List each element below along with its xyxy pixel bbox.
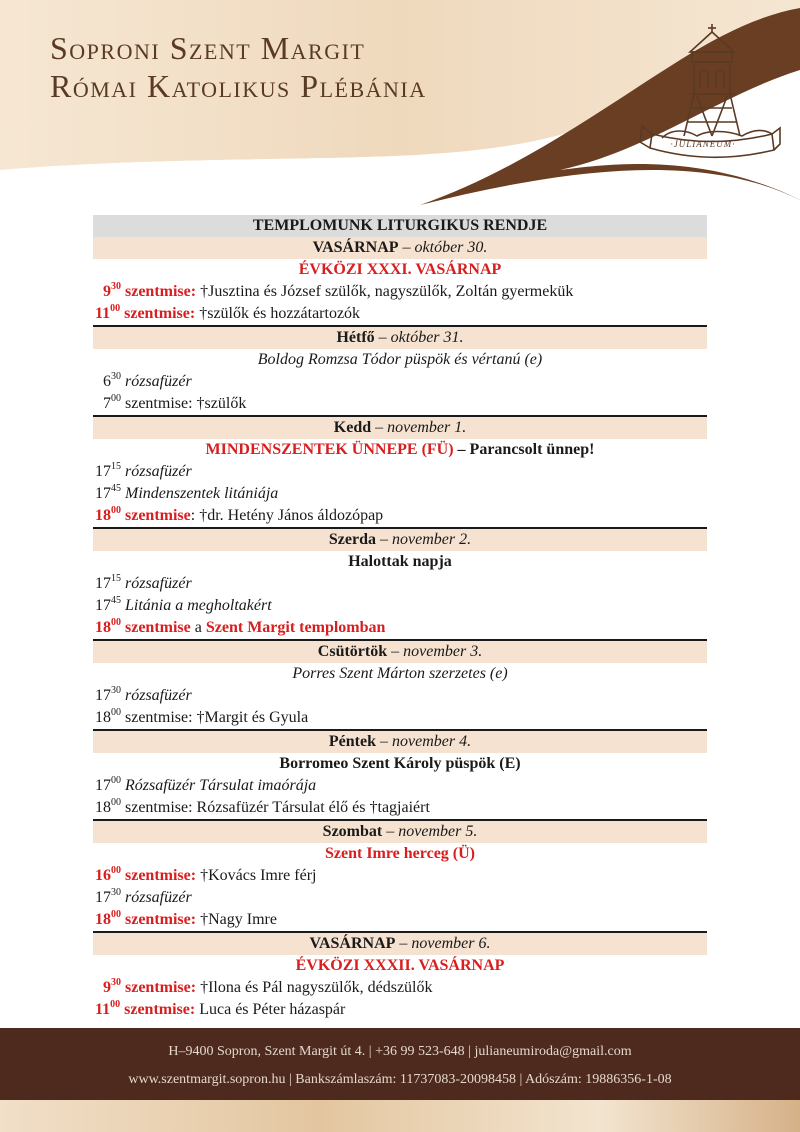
entry-hour: 18: [95, 911, 111, 928]
entry-text: †Kovács Imre férj: [200, 867, 317, 884]
entry-hour: 11: [95, 305, 111, 322]
day-name: Szombat: [322, 823, 383, 840]
entry-text: rózsafüzér: [125, 373, 192, 390]
entry-hour: 17: [95, 687, 111, 704]
day-header-wednesday: Szerda – november 2.: [93, 527, 707, 551]
entry-text: †Ilona és Pál nagyszülők, dédszülők: [200, 979, 433, 996]
entry-minute: 45: [111, 595, 121, 606]
entry-connector: a: [190, 619, 206, 636]
entry-hour: 18: [95, 799, 111, 816]
day-header-saturday: Szombat – november 5.: [93, 819, 707, 843]
entry-text: Mindenszentek litániája: [125, 485, 279, 502]
day-header-thursday: Csütörtök – november 3.: [93, 639, 707, 663]
schedule-entry: [93, 775, 707, 797]
feast-title: Borromeo Szent Károly püspök (E): [279, 755, 521, 772]
footer-address-line: H–9400 Sopron, Szent Margit út 4. | +36 99 523-648 | julianeumiroda@gmail.com: [168, 1044, 632, 1059]
entry-text: Luca és Péter házaspár: [199, 1001, 346, 1018]
entry-minute: 30: [111, 281, 121, 292]
day-name: Szerda: [328, 531, 376, 548]
schedule-entry: [93, 371, 707, 393]
day-date: november 6.: [411, 935, 491, 952]
feast-title: Porres Szent Márton szerzetes (e): [292, 665, 508, 682]
entry-text: rózsafüzér: [125, 889, 192, 906]
day-name: Kedd: [333, 419, 372, 436]
day-date: október 31.: [390, 329, 464, 346]
schedule-entry: [93, 685, 707, 707]
bottom-decorative-band: [0, 1100, 800, 1132]
entry-minute: 00: [111, 775, 121, 786]
schedule-entry: [93, 461, 707, 483]
entry-hour: 6: [103, 373, 111, 390]
entry-minute: 00: [110, 999, 121, 1010]
day-header-monday: Hétfő – október 31.: [93, 325, 707, 349]
entry-type: szentmise: [125, 619, 191, 636]
entry-minute: 00: [111, 617, 121, 628]
contact-footer: [0, 1028, 800, 1100]
feast-title: Szent Imre herceg (Ü): [324, 845, 476, 862]
entry-text: †Nagy Imre: [200, 911, 277, 928]
entry-text: : †dr. Hetény János áldozópap: [190, 507, 384, 524]
entry-text: rózsafüzér: [125, 463, 192, 480]
entry-minute: 45: [111, 483, 121, 494]
entry-minute: 00: [111, 707, 121, 718]
day-header-friday: Péntek – november 4.: [93, 729, 707, 753]
feast-title: ÉVKÖZI XXXI. VASÁRNAP: [298, 261, 502, 278]
mass-entry: [93, 617, 707, 639]
entry-hour: 9: [103, 283, 111, 300]
schedule-entry: [93, 887, 707, 909]
entry-hour: 17: [95, 463, 111, 480]
day-date: november 5.: [398, 823, 478, 840]
entry-minute: 15: [111, 461, 121, 472]
entry-minute: 30: [111, 887, 121, 898]
day-date: október 30.: [414, 239, 488, 256]
entry-hour: 7: [103, 395, 111, 412]
entry-text: Litánia a megholtakért: [125, 597, 272, 614]
mass-entry: [93, 303, 707, 325]
entry-hour: 17: [95, 597, 111, 614]
entry-text: †szülők és hozzátartozók: [199, 305, 361, 322]
entry-hour: 18: [95, 619, 111, 636]
day-name: VASÁRNAP: [309, 935, 396, 952]
schedule-entry: [93, 573, 707, 595]
feast-title: [93, 439, 707, 461]
schedule-entry: [93, 393, 707, 415]
entry-hour: 17: [95, 777, 111, 794]
day-date: november 1.: [387, 419, 467, 436]
day-name: Hétfő: [336, 329, 375, 346]
entry-type: szentmise:: [124, 305, 196, 322]
mass-entry: [93, 865, 707, 887]
entry-hour: 11: [95, 1001, 111, 1018]
entry-minute: 15: [111, 573, 121, 584]
entry-hour: 9: [103, 979, 111, 996]
mass-entry: [93, 977, 707, 999]
entry-text: szentmise: Rózsafüzér Társulat élő és †tagjaiért: [125, 799, 430, 816]
feast-name: MINDENSZENTEK ÜNNEPE (FÜ): [205, 441, 454, 458]
entry-minute: 00: [111, 393, 121, 404]
feast-title: Halottak napja: [348, 553, 452, 570]
feast-title: Boldog Romzsa Tódor püspök és vértanú (e): [257, 351, 543, 368]
mass-entry: [93, 505, 707, 527]
entry-minute: 00: [111, 865, 121, 876]
logo-ribbon-text: ·JULIANEUM·: [670, 139, 736, 149]
entry-type: szentmise:: [125, 283, 197, 300]
liturgical-schedule: [93, 215, 707, 1021]
schedule-title: TEMPLOMUNK LITURGIKUS RENDJE: [93, 215, 707, 237]
parish-name-line1: Soproni Szent Margit: [50, 30, 366, 66]
day-name: Péntek: [328, 733, 376, 750]
entry-type: szentmise: [125, 507, 191, 524]
entry-type: szentmise:: [124, 1001, 196, 1018]
entry-hour: 17: [95, 485, 111, 502]
schedule-entry: [93, 483, 707, 505]
mass-entry: [93, 281, 707, 303]
entry-minute: 30: [111, 371, 121, 382]
parish-name-line2: Római Katolikus Plébánia: [50, 68, 427, 104]
entry-text: rózsafüzér: [125, 575, 192, 592]
feast-note: – Parancsolt ünnep!: [457, 441, 595, 458]
entry-hour: 17: [95, 889, 111, 906]
entry-minute: 00: [111, 797, 121, 808]
day-header-sunday-nov6: VASÁRNAP – november 6.: [93, 931, 707, 955]
feast-title: ÉVKÖZI XXXII. VASÁRNAP: [295, 957, 505, 974]
schedule-entry: [93, 707, 707, 729]
day-date: november 3.: [403, 643, 483, 660]
day-date: november 4.: [392, 733, 472, 750]
day-date: november 2.: [392, 531, 472, 548]
day-name: VASÁRNAP: [312, 239, 399, 256]
schedule-entry: [93, 595, 707, 617]
schedule-entry: [93, 797, 707, 819]
mass-entry: [93, 999, 707, 1021]
entry-text: rózsafüzér: [125, 687, 192, 704]
day-header-sunday-oct30: VASÁRNAP – október 30.: [93, 237, 707, 259]
entry-hour: 18: [95, 507, 111, 524]
entry-minute: 30: [111, 977, 121, 988]
entry-text: Rózsafüzér Társulat imaórája: [125, 777, 317, 794]
entry-hour: 17: [95, 575, 111, 592]
entry-minute: 00: [111, 909, 121, 920]
day-header-tuesday: Kedd – november 1.: [93, 415, 707, 439]
day-name: Csütörtök: [317, 643, 388, 660]
entry-minute: 00: [110, 303, 121, 314]
entry-place: Szent Margit templomban: [205, 619, 386, 636]
entry-text: szentmise: †Margit és Gyula: [125, 709, 309, 726]
entry-type: szentmise:: [125, 911, 197, 928]
entry-hour: 18: [95, 709, 111, 726]
entry-type: szentmise:: [125, 979, 197, 996]
entry-text: †Jusztina és József szülők, nagyszülők, Zoltán gyermekük: [200, 283, 574, 300]
mass-entry: [93, 909, 707, 931]
entry-minute: 30: [111, 685, 121, 696]
entry-text: szentmise: †szülők: [125, 395, 247, 412]
entry-hour: 16: [95, 867, 111, 884]
entry-type: szentmise:: [125, 867, 197, 884]
entry-minute: 00: [111, 505, 121, 516]
footer-web-bank-line: www.szentmargit.sopron.hu | Bankszámlaszám: 11737083-20098458 | Adószám: 19886356-1-08: [128, 1072, 672, 1087]
